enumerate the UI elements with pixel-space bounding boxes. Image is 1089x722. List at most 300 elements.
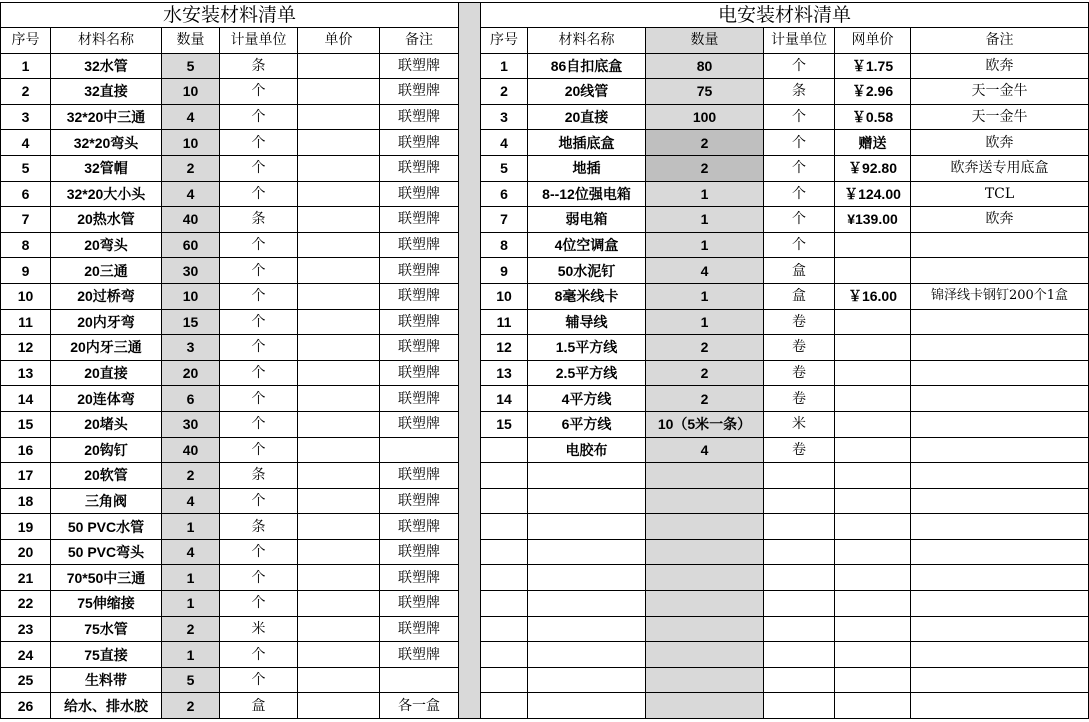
electric-name-cell xyxy=(528,591,646,617)
water-price-cell xyxy=(298,616,380,642)
table-row xyxy=(1,539,1089,565)
electric-price-cell xyxy=(835,258,911,284)
electric-price-cell: ￥1.75 xyxy=(835,53,911,79)
electric-qty-cell xyxy=(646,616,764,642)
electric-name-cell xyxy=(528,463,646,489)
electric-name-cell: 6平方线 xyxy=(528,411,646,437)
water-unit-cell: 个 xyxy=(220,335,298,361)
electric-index-cell: 10 xyxy=(481,283,528,309)
electric-index-cell: 7 xyxy=(481,207,528,233)
water-note-cell: 联塑牌 xyxy=(380,514,459,540)
electric-name-cell xyxy=(528,667,646,693)
water-note-cell: 联塑牌 xyxy=(380,335,459,361)
electric-header-qty: 数量 xyxy=(646,28,764,54)
water-note-cell: 联塑牌 xyxy=(380,155,459,181)
water-qty-cell: 1 xyxy=(162,565,220,591)
electric-price-cell xyxy=(835,411,911,437)
electric-name-cell: 电胶布 xyxy=(528,437,646,463)
electric-qty-cell: 1 xyxy=(646,232,764,258)
water-unit-cell: 个 xyxy=(220,667,298,693)
electric-note-cell: 欧奔送专用底盒 xyxy=(911,155,1089,181)
electric-qty-cell: 2 xyxy=(646,386,764,412)
water-index-cell: 23 xyxy=(1,616,51,642)
electric-price-cell xyxy=(835,386,911,412)
table-row xyxy=(1,437,1089,463)
table-row xyxy=(1,667,1089,693)
electric-qty-cell: 10（5米一条） xyxy=(646,411,764,437)
table-row xyxy=(1,207,1089,233)
water-qty-cell: 1 xyxy=(162,514,220,540)
water-price-cell xyxy=(298,514,380,540)
electric-qty-cell: 2 xyxy=(646,335,764,361)
electric-name-cell xyxy=(528,616,646,642)
electric-index-cell xyxy=(481,437,528,463)
electric-name-cell: 1.5平方线 xyxy=(528,335,646,361)
electric-unit-cell: 盒 xyxy=(764,283,835,309)
water-name-cell: 50 PVC水管 xyxy=(51,514,162,540)
water-price-cell xyxy=(298,463,380,489)
electric-name-cell: 86自扣底盒 xyxy=(528,53,646,79)
water-qty-cell: 30 xyxy=(162,258,220,284)
water-qty-cell: 4 xyxy=(162,488,220,514)
electric-unit-cell: 条 xyxy=(764,79,835,105)
water-qty-cell: 2 xyxy=(162,155,220,181)
electric-note-cell xyxy=(911,360,1089,386)
electric-price-cell xyxy=(835,514,911,540)
electric-index-cell: 2 xyxy=(481,79,528,105)
water-unit-cell: 条 xyxy=(220,53,298,79)
water-note-cell: 联塑牌 xyxy=(380,232,459,258)
water-unit-cell: 个 xyxy=(220,104,298,130)
water-qty-cell: 5 xyxy=(162,667,220,693)
electric-qty-cell xyxy=(646,463,764,489)
water-unit-cell: 条 xyxy=(220,207,298,233)
water-header-unit: 计量单位 xyxy=(220,28,298,54)
water-price-cell xyxy=(298,565,380,591)
electric-qty-cell xyxy=(646,514,764,540)
water-qty-cell: 40 xyxy=(162,207,220,233)
title-row xyxy=(1,3,1089,28)
electric-unit-cell xyxy=(764,463,835,489)
electric-price-cell: ￥92.80 xyxy=(835,155,911,181)
electric-unit-cell: 个 xyxy=(764,104,835,130)
water-qty-cell: 30 xyxy=(162,411,220,437)
water-name-cell: 20弯头 xyxy=(51,232,162,258)
material-list-sheet xyxy=(0,2,1089,719)
electric-name-cell: 2.5平方线 xyxy=(528,360,646,386)
water-header-index: 序号 xyxy=(1,28,51,54)
water-unit-cell: 个 xyxy=(220,437,298,463)
water-unit-cell: 个 xyxy=(220,565,298,591)
electric-unit-cell: 个 xyxy=(764,53,835,79)
water-qty-cell: 4 xyxy=(162,181,220,207)
water-note-cell: 联塑牌 xyxy=(380,591,459,617)
electric-index-cell: 8 xyxy=(481,232,528,258)
water-price-cell xyxy=(298,232,380,258)
electric-index-cell: 5 xyxy=(481,155,528,181)
table-row xyxy=(1,155,1089,181)
electric-index-cell xyxy=(481,565,528,591)
electric-name-cell: 8毫米线卡 xyxy=(528,283,646,309)
water-name-cell: 32水管 xyxy=(51,53,162,79)
electric-note-cell xyxy=(911,411,1089,437)
electric-note-cell xyxy=(911,488,1089,514)
electric-price-cell xyxy=(835,539,911,565)
electric-unit-cell: 卷 xyxy=(764,437,835,463)
electric-price-cell xyxy=(835,642,911,668)
electric-note-cell xyxy=(911,539,1089,565)
water-note-cell xyxy=(380,437,459,463)
electric-index-cell: 4 xyxy=(481,130,528,156)
electric-note-cell: 欧奔 xyxy=(911,207,1089,233)
electric-header-index: 序号 xyxy=(481,28,528,54)
electric-header-unit: 计量单位 xyxy=(764,28,835,54)
water-price-cell xyxy=(298,411,380,437)
table-row xyxy=(1,258,1089,284)
water-unit-cell: 个 xyxy=(220,309,298,335)
water-name-cell: 20直接 xyxy=(51,360,162,386)
table-row xyxy=(1,181,1089,207)
water-note-cell: 联塑牌 xyxy=(380,565,459,591)
electric-note-cell xyxy=(911,642,1089,668)
water-unit-cell: 个 xyxy=(220,591,298,617)
water-price-cell xyxy=(298,591,380,617)
water-qty-cell: 5 xyxy=(162,53,220,79)
electric-note-cell xyxy=(911,514,1089,540)
table-row xyxy=(1,53,1089,79)
water-unit-cell: 个 xyxy=(220,411,298,437)
table-row xyxy=(1,283,1089,309)
electric-unit-cell xyxy=(764,667,835,693)
electric-price-cell xyxy=(835,667,911,693)
table-row xyxy=(1,309,1089,335)
electric-index-cell: 12 xyxy=(481,335,528,361)
table-row xyxy=(1,104,1089,130)
electric-name-cell: 20线管 xyxy=(528,79,646,105)
electric-name-cell: 4平方线 xyxy=(528,386,646,412)
water-price-cell xyxy=(298,79,380,105)
water-qty-cell: 4 xyxy=(162,539,220,565)
water-index-cell: 14 xyxy=(1,386,51,412)
water-price-cell xyxy=(298,258,380,284)
water-note-cell: 联塑牌 xyxy=(380,309,459,335)
electric-qty-cell: 100 xyxy=(646,104,764,130)
water-header-name: 材料名称 xyxy=(51,28,162,54)
water-name-cell: 三角阀 xyxy=(51,488,162,514)
water-price-cell xyxy=(298,130,380,156)
electric-qty-cell xyxy=(646,488,764,514)
electric-name-cell: 地插底盒 xyxy=(528,130,646,156)
water-name-cell: 20钩钉 xyxy=(51,437,162,463)
electric-unit-cell xyxy=(764,514,835,540)
water-note-cell: 各一盒 xyxy=(380,693,459,719)
table-row xyxy=(1,514,1089,540)
electric-note-cell xyxy=(911,232,1089,258)
water-index-cell: 5 xyxy=(1,155,51,181)
water-index-cell: 9 xyxy=(1,258,51,284)
water-name-cell: 32*20中三通 xyxy=(51,104,162,130)
water-index-cell: 13 xyxy=(1,360,51,386)
electric-price-cell: ￥2.96 xyxy=(835,79,911,105)
electric-unit-cell: 个 xyxy=(764,155,835,181)
water-unit-cell: 个 xyxy=(220,360,298,386)
electric-note-cell xyxy=(911,463,1089,489)
electric-index-cell xyxy=(481,539,528,565)
water-index-cell: 24 xyxy=(1,642,51,668)
electric-price-cell xyxy=(835,565,911,591)
electric-unit-cell: 卷 xyxy=(764,335,835,361)
water-qty-cell: 40 xyxy=(162,437,220,463)
electric-qty-cell: 80 xyxy=(646,53,764,79)
electric-unit-cell: 个 xyxy=(764,130,835,156)
water-qty-cell: 10 xyxy=(162,79,220,105)
water-index-cell: 16 xyxy=(1,437,51,463)
electric-unit-cell: 个 xyxy=(764,232,835,258)
water-index-cell: 15 xyxy=(1,411,51,437)
electric-qty-cell: 2 xyxy=(646,130,764,156)
water-name-cell: 32*20大小头 xyxy=(51,181,162,207)
electric-name-cell: 4位空调盒 xyxy=(528,232,646,258)
electric-unit-cell: 盒 xyxy=(764,258,835,284)
electric-qty-cell xyxy=(646,539,764,565)
water-name-cell: 32直接 xyxy=(51,79,162,105)
water-unit-cell: 米 xyxy=(220,616,298,642)
water-price-cell xyxy=(298,335,380,361)
electric-unit-cell xyxy=(764,616,835,642)
electric-note-cell: 天一金牛 xyxy=(911,79,1089,105)
electric-qty-cell: 2 xyxy=(646,155,764,181)
electric-index-cell: 1 xyxy=(481,53,528,79)
water-index-cell: 12 xyxy=(1,335,51,361)
electric-qty-cell xyxy=(646,565,764,591)
water-unit-cell: 盒 xyxy=(220,693,298,719)
water-name-cell: 20堵头 xyxy=(51,411,162,437)
table-row xyxy=(1,642,1089,668)
water-unit-cell: 个 xyxy=(220,642,298,668)
electric-index-cell xyxy=(481,693,528,719)
water-qty-cell: 1 xyxy=(162,591,220,617)
water-price-cell xyxy=(298,386,380,412)
electric-index-cell xyxy=(481,667,528,693)
water-note-cell: 联塑牌 xyxy=(380,207,459,233)
water-index-cell: 19 xyxy=(1,514,51,540)
water-title: 水安装材料清单 xyxy=(1,3,459,28)
electric-unit-cell xyxy=(764,488,835,514)
table-row xyxy=(1,335,1089,361)
electric-name-cell: 8--12位强电箱 xyxy=(528,181,646,207)
water-name-cell: 75直接 xyxy=(51,642,162,668)
water-price-cell xyxy=(298,104,380,130)
electric-note-cell: 天一金牛 xyxy=(911,104,1089,130)
water-price-cell xyxy=(298,53,380,79)
electric-title: 电安装材料清单 xyxy=(481,3,1089,28)
electric-name-cell: 辅导线 xyxy=(528,309,646,335)
water-price-cell xyxy=(298,693,380,719)
water-unit-cell: 个 xyxy=(220,258,298,284)
water-index-cell: 11 xyxy=(1,309,51,335)
electric-price-cell xyxy=(835,309,911,335)
water-index-cell: 25 xyxy=(1,667,51,693)
table-row xyxy=(1,488,1089,514)
electric-name-cell xyxy=(528,539,646,565)
electric-name-cell: 20直接 xyxy=(528,104,646,130)
electric-unit-cell xyxy=(764,565,835,591)
electric-price-cell: ￥124.00 xyxy=(835,181,911,207)
water-unit-cell: 个 xyxy=(220,386,298,412)
water-price-cell xyxy=(298,437,380,463)
electric-qty-cell: 4 xyxy=(646,258,764,284)
water-unit-cell: 条 xyxy=(220,463,298,489)
electric-note-cell xyxy=(911,667,1089,693)
water-qty-cell: 15 xyxy=(162,309,220,335)
electric-qty-cell: 1 xyxy=(646,309,764,335)
electric-price-cell xyxy=(835,488,911,514)
water-name-cell: 32*20弯头 xyxy=(51,130,162,156)
electric-qty-cell xyxy=(646,667,764,693)
water-note-cell: 联塑牌 xyxy=(380,616,459,642)
water-qty-cell: 20 xyxy=(162,360,220,386)
header-row xyxy=(1,28,1089,54)
water-name-cell: 20内牙三通 xyxy=(51,335,162,361)
electric-name-cell: 50水泥钉 xyxy=(528,258,646,284)
water-index-cell: 2 xyxy=(1,79,51,105)
water-unit-cell: 个 xyxy=(220,155,298,181)
water-price-cell xyxy=(298,181,380,207)
water-note-cell: 联塑牌 xyxy=(380,104,459,130)
electric-name-cell xyxy=(528,488,646,514)
water-header-note: 备注 xyxy=(380,28,459,54)
electric-index-cell xyxy=(481,591,528,617)
electric-qty-cell: 2 xyxy=(646,360,764,386)
water-note-cell: 联塑牌 xyxy=(380,130,459,156)
electric-index-cell xyxy=(481,514,528,540)
water-note-cell: 联塑牌 xyxy=(380,488,459,514)
electric-note-cell xyxy=(911,258,1089,284)
electric-qty-cell: 75 xyxy=(646,79,764,105)
table-row xyxy=(1,411,1089,437)
table-row xyxy=(1,360,1089,386)
water-index-cell: 3 xyxy=(1,104,51,130)
electric-header-price: 网单价 xyxy=(835,28,911,54)
water-qty-cell: 2 xyxy=(162,693,220,719)
water-name-cell: 75伸缩接 xyxy=(51,591,162,617)
electric-note-cell: 锦泽线卡钢钉200个1盒 xyxy=(911,283,1089,309)
water-price-cell xyxy=(298,207,380,233)
electric-qty-cell: 4 xyxy=(646,437,764,463)
electric-header-name: 材料名称 xyxy=(528,28,646,54)
water-unit-cell: 个 xyxy=(220,232,298,258)
electric-note-cell xyxy=(911,335,1089,361)
electric-name-cell xyxy=(528,693,646,719)
water-index-cell: 22 xyxy=(1,591,51,617)
electric-index-cell xyxy=(481,642,528,668)
electric-index-cell: 9 xyxy=(481,258,528,284)
electric-qty-cell xyxy=(646,591,764,617)
water-index-cell: 4 xyxy=(1,130,51,156)
table-row xyxy=(1,565,1089,591)
electric-qty-cell: 1 xyxy=(646,283,764,309)
table-row xyxy=(1,616,1089,642)
water-unit-cell: 个 xyxy=(220,488,298,514)
water-qty-cell: 3 xyxy=(162,335,220,361)
water-name-cell: 20连体弯 xyxy=(51,386,162,412)
water-unit-cell: 个 xyxy=(220,181,298,207)
table-row xyxy=(1,386,1089,412)
electric-price-cell: ￥16.00 xyxy=(835,283,911,309)
electric-unit-cell: 米 xyxy=(764,411,835,437)
electric-note-cell xyxy=(911,309,1089,335)
electric-index-cell: 6 xyxy=(481,181,528,207)
electric-unit-cell: 卷 xyxy=(764,309,835,335)
water-header-price: 单价 xyxy=(298,28,380,54)
electric-unit-cell xyxy=(764,693,835,719)
water-name-cell: 20过桥弯 xyxy=(51,283,162,309)
electric-price-cell xyxy=(835,437,911,463)
water-unit-cell: 个 xyxy=(220,539,298,565)
water-qty-cell: 2 xyxy=(162,616,220,642)
electric-note-cell xyxy=(911,591,1089,617)
water-index-cell: 1 xyxy=(1,53,51,79)
electric-note-cell: 欧奔 xyxy=(911,130,1089,156)
water-unit-cell: 条 xyxy=(220,514,298,540)
water-note-cell: 联塑牌 xyxy=(380,386,459,412)
electric-price-cell xyxy=(835,463,911,489)
electric-name-cell: 地插 xyxy=(528,155,646,181)
electric-price-cell: ¥139.00 xyxy=(835,207,911,233)
water-note-cell: 联塑牌 xyxy=(380,360,459,386)
electric-price-cell xyxy=(835,693,911,719)
water-qty-cell: 60 xyxy=(162,232,220,258)
table-row xyxy=(1,232,1089,258)
electric-index-cell xyxy=(481,488,528,514)
electric-index-cell: 3 xyxy=(481,104,528,130)
electric-price-cell xyxy=(835,360,911,386)
water-name-cell: 20内牙弯 xyxy=(51,309,162,335)
electric-price-cell xyxy=(835,616,911,642)
electric-qty-cell: 1 xyxy=(646,207,764,233)
electric-name-cell xyxy=(528,565,646,591)
water-note-cell: 联塑牌 xyxy=(380,283,459,309)
electric-note-cell xyxy=(911,386,1089,412)
electric-index-cell: 15 xyxy=(481,411,528,437)
water-name-cell: 20三通 xyxy=(51,258,162,284)
water-note-cell: 联塑牌 xyxy=(380,181,459,207)
water-price-cell xyxy=(298,667,380,693)
electric-unit-cell: 卷 xyxy=(764,360,835,386)
water-index-cell: 6 xyxy=(1,181,51,207)
water-index-cell: 26 xyxy=(1,693,51,719)
water-header-qty: 数量 xyxy=(162,28,220,54)
water-price-cell xyxy=(298,309,380,335)
water-index-cell: 17 xyxy=(1,463,51,489)
electric-note-cell: 欧奔 xyxy=(911,53,1089,79)
electric-header-note: 备注 xyxy=(911,28,1089,54)
water-note-cell: 联塑牌 xyxy=(380,53,459,79)
water-qty-cell: 4 xyxy=(162,104,220,130)
water-unit-cell: 个 xyxy=(220,283,298,309)
table-row xyxy=(1,591,1089,617)
table-row xyxy=(1,693,1089,719)
water-name-cell: 20热水管 xyxy=(51,207,162,233)
water-price-cell xyxy=(298,360,380,386)
water-name-cell: 20软管 xyxy=(51,463,162,489)
table-row xyxy=(1,79,1089,105)
water-qty-cell: 2 xyxy=(162,463,220,489)
electric-unit-cell xyxy=(764,591,835,617)
electric-index-cell: 11 xyxy=(481,309,528,335)
table-row xyxy=(1,130,1089,156)
water-unit-cell: 个 xyxy=(220,79,298,105)
